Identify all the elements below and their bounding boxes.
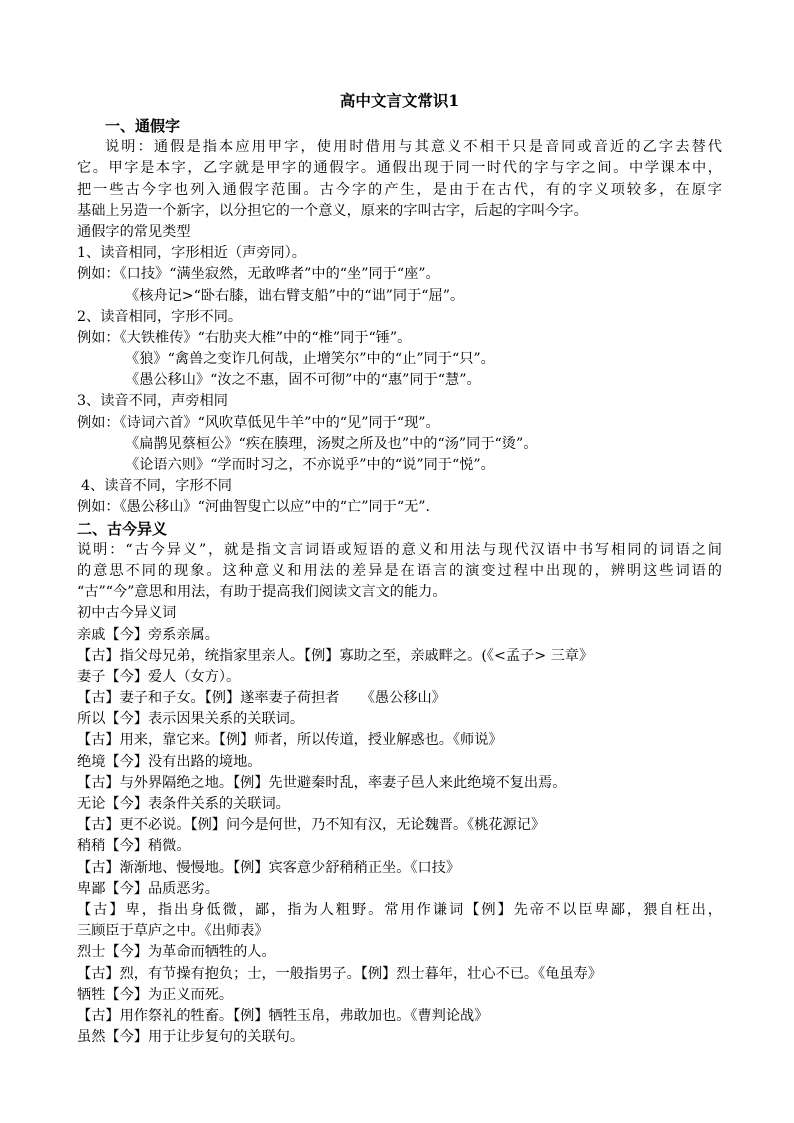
paragraph-line: 【古】指父母兄弟，统指家里亲人。【例】寡助之至，亲戚畔之。(《<孟子> 三章》 — [77, 647, 594, 664]
paragraph-line: 三顾臣于草庐之中。《出师表》 — [77, 923, 269, 940]
section-heading-tongjiazi: 一、通假字 — [105, 117, 181, 135]
paragraph-line: 《扁鹊见蔡桓公》“疾在腠理，汤熨之所及也”中的“汤”同于“烫”。 — [125, 435, 538, 452]
section-heading-gujinyiyi: 二、古今异义 — [77, 519, 168, 538]
paragraph-line: 4、读音不同，字形不同 — [81, 478, 232, 495]
paragraph-line: 它。甲字是本字，乙字就是甲字的通假字。通假出现于同一时代的字与字之间。中学课本中， — [77, 160, 722, 177]
paragraph-line: 【古】妻子和子女。【例】遂率妻子荷担者 《愚公移山》 — [77, 690, 446, 707]
paragraph-line: 基础上另造一个新字，以分担它的一个意义，原来的字叫古字，后起的字叫今字。 — [77, 202, 588, 219]
paragraph-line: 【古】用作祭礼的牲畜。【例】牺牲玉帛，弗敢加也。《曹判论战》 — [77, 1007, 489, 1024]
paragraph-line: 绝境【今】没有出路的境地。 — [77, 753, 262, 770]
paragraph-line: 例如：《口技》“满坐寂然，无敢哗者”中的“坐”同于“座”。 — [77, 266, 440, 283]
paragraph-line: 3、读音不同，声旁相同 — [77, 393, 228, 410]
paragraph-line: 所以【今】表示因果关系的关联词。 — [77, 711, 305, 728]
paragraph-line: 初中古今异义词 — [77, 605, 177, 622]
paragraph-line: 例如：《愚公移山》“河曲智叟亡以应”中的“亡”同于“无”. — [77, 499, 431, 516]
paragraph-line: 稍稍【今】稍微。 — [77, 838, 191, 855]
paragraph-line: 【古】用来，靠它来。【例】师者，所以传道，授业解惑也。《师说》 — [77, 732, 503, 749]
paragraph-line: 【古】更不必说。【例】问今是何世，乃不知有汉，无论魏晋。《桃花源记》 — [77, 817, 546, 834]
paragraph-line: 说明：通假是指本应用甲字，使用时借用与其意义不相干只是音同或音近的乙字去替代 — [105, 139, 722, 156]
paragraph-line: 例如：《大铁椎传》“右肋夹大椎”中的“椎”同于“锤”。 — [77, 329, 412, 346]
paragraph-line: 卑鄙【今】品质恶劣。 — [77, 880, 219, 897]
paragraph-line: 妻子【今】爱人（女方）。 — [77, 668, 241, 685]
paragraph-line: 无论【今】表条件关系的关联词。 — [77, 796, 290, 812]
paragraph-line: 【古】渐渐地、慢慢地。【例】宾客意少舒稍稍正坐。《口技》 — [77, 859, 461, 876]
paragraph-line: “古”“今”意思和用法，有助于提高我们阅读文言文的能力。 — [77, 584, 447, 601]
document-page — [77, 86, 722, 1048]
paragraph-line: 把一些古今字也列入通假字范围。古今字的产生，是由于在古代，有的字义项较多，在原字 — [77, 181, 722, 198]
paragraph-line: 牺牲【今】为正义而死。 — [77, 986, 234, 1003]
paragraph-line: 2、读音相同，字形不同。 — [77, 308, 243, 325]
paragraph-line: 《狼》“禽兽之变诈几何哉，止增笑尔”中的“止”同于“只”。 — [125, 351, 495, 368]
paragraph-line: 例如：《诗词六首》“风吹草低见牛羊”中的“见”同于“现”。 — [77, 414, 440, 431]
paragraph-line: 虽然【今】用于让步复句的关联句。 — [77, 1029, 305, 1046]
page-title: 高中文言文常识1 — [339, 91, 460, 110]
paragraph-line: 【古】卑，指出身低微，鄙，指为人粗野。常用作谦词【例】先帝不以臣卑鄙，猥自枉出， — [77, 901, 722, 918]
paragraph-line: 【古】与外界隔绝之地。【例】先世避秦时乱，率妻子邑人来此绝境不复出焉。 — [77, 774, 567, 791]
paragraph-line: 亲戚【今】旁系亲属。 — [77, 626, 219, 643]
paragraph-line: 1、读音相同，字形相近（声旁同）。 — [77, 245, 306, 262]
paragraph-line: 《愚公移山》“汝之不惠，固不可彻”中的“惠”同于“慧”。 — [125, 372, 481, 389]
paragraph-line: 烈士【今】为革命而牺牲的人。 — [77, 944, 276, 961]
paragraph-line: 《论语六则》“学而时习之，不亦说乎”中的“说”同于“悦”。 — [125, 457, 495, 473]
paragraph-line: 通假字的常见类型 — [77, 223, 191, 240]
paragraph-line: 说明：“古今异义”，就是指文言词语或短语的意义和用法与现代汉语中书写相同的词语之间 — [77, 541, 722, 558]
paragraph-line: 《核舟记>“卧右膝，诎右臂支船”中的“诎”同于“屈”。 — [125, 287, 465, 304]
paragraph-line: 【古】烈，有节操有抱负；士，一般指男子。【例】烈士暮年，壮心不已。《龟虽寿》 — [77, 965, 602, 982]
paragraph-line: 的意思不同的现象。这种意义和用法的差异是在语言的演变过程中出现的，辨明这些词语的 — [77, 562, 722, 579]
